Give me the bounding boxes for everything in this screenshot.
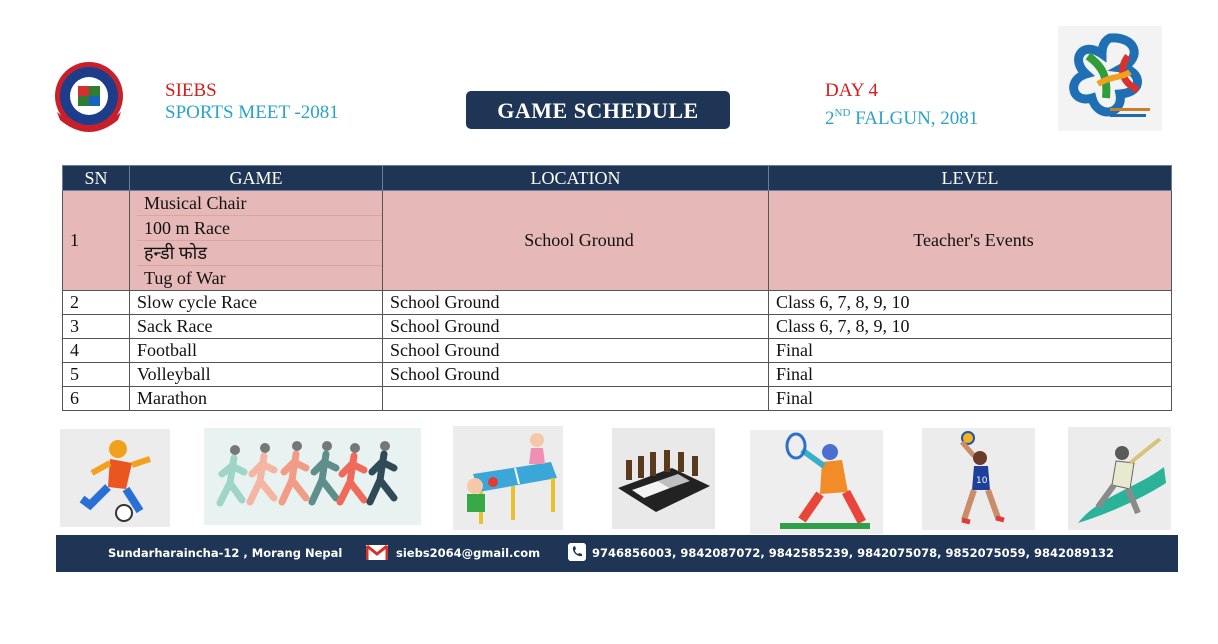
phone-icon <box>568 543 586 561</box>
table-row <box>63 363 1172 387</box>
schedule-table <box>62 165 1172 411</box>
svg-text:10: 10 <box>976 476 988 486</box>
header-game: GAME <box>130 166 383 191</box>
header-sn: SN <box>63 166 130 191</box>
footer-bar <box>56 535 1178 572</box>
cell-sn: 3 <box>63 315 130 339</box>
table-row <box>63 191 1172 291</box>
badminton-icon <box>750 430 883 534</box>
football-player-icon <box>60 429 170 527</box>
game-item: 100 m Race <box>137 216 382 241</box>
footer-phones: 9746856003, 9842087072, 9842585239, 9842075078, 9852075059, 9842089132 <box>592 546 1114 560</box>
footer-email[interactable]: siebs2064@gmail.com <box>396 546 541 560</box>
event-name: SPORTS MEET -2081 <box>165 102 339 123</box>
cell-game: Marathon <box>130 387 383 411</box>
table-row <box>63 315 1172 339</box>
day-info <box>825 80 978 130</box>
cell-sn: 4 <box>63 339 130 363</box>
volleyball-player-icon <box>922 428 1035 530</box>
table-row <box>63 291 1172 315</box>
footer-address: Sundarharaincha-12 , Morang Nepal <box>108 546 343 560</box>
school-logo-icon <box>52 60 126 136</box>
table-header-row <box>63 166 1172 191</box>
cell-sn: 2 <box>63 291 130 315</box>
cell-location <box>383 387 769 411</box>
cell-game: Football <box>130 339 383 363</box>
cell-level: Class 6, 7, 8, 9, 10 <box>769 315 1172 339</box>
org-block <box>165 80 339 124</box>
day-label: DAY 4 <box>825 80 878 101</box>
chess-board-icon <box>612 428 715 529</box>
page-title: GAME SCHEDULE <box>466 91 730 129</box>
table-row <box>63 339 1172 363</box>
header-level: LEVEL <box>769 166 1172 191</box>
cell-location: School Ground <box>383 363 769 387</box>
cell-location: School Ground <box>383 191 769 291</box>
header-location: LOCATION <box>383 166 769 191</box>
cell-games-list <box>130 191 383 291</box>
game-item: Tug of War <box>144 268 226 288</box>
game-item: हन्डी फोड <box>137 241 382 266</box>
cell-location: School Ground <box>383 291 769 315</box>
cell-game: Sack Race <box>130 315 383 339</box>
learning-logo-icon <box>1058 26 1162 131</box>
cell-level: Class 6, 7, 8, 9, 10 <box>769 291 1172 315</box>
gmail-icon <box>366 545 388 560</box>
cell-location: School Ground <box>383 339 769 363</box>
date-number: 2 <box>825 108 835 129</box>
date-rest: FALGUN, 2081 <box>850 108 979 129</box>
cell-level: Teacher's Events <box>769 191 1172 291</box>
runners-silhouette-icon <box>204 428 421 525</box>
org-name: SIEBS <box>165 80 217 101</box>
cell-sn: 1 <box>63 191 130 291</box>
cell-sn: 5 <box>63 363 130 387</box>
cell-game: Volleyball <box>130 363 383 387</box>
cell-game: Slow cycle Race <box>130 291 383 315</box>
table-row <box>63 387 1172 411</box>
cell-level: Final <box>769 387 1172 411</box>
table-tennis-icon <box>453 426 563 530</box>
cell-level: Final <box>769 363 1172 387</box>
date-label <box>825 102 978 130</box>
cell-level: Final <box>769 339 1172 363</box>
cell-sn: 6 <box>63 387 130 411</box>
cricket-player-icon <box>1068 427 1171 530</box>
cell-location: School Ground <box>383 315 769 339</box>
game-item: Musical Chair <box>137 191 382 216</box>
date-suffix: ND <box>834 107 851 119</box>
